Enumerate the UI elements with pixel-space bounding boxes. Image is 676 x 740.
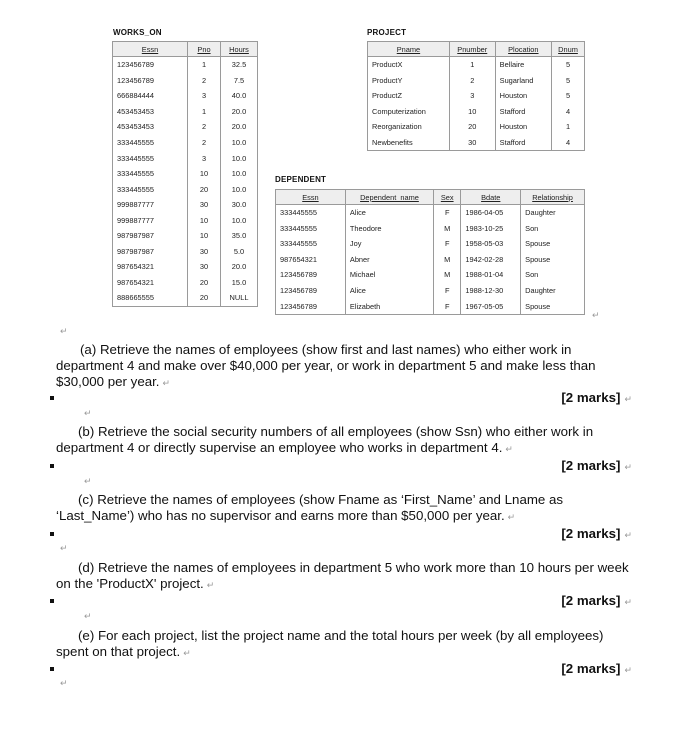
table-cell: 4 — [552, 135, 585, 151]
project-row — [368, 88, 585, 104]
works-on-row — [113, 104, 258, 120]
question-b — [56, 424, 636, 457]
table-cell: Sugarland — [495, 73, 551, 89]
dependent-row — [276, 267, 585, 283]
table-cell: 999887777 — [113, 212, 188, 228]
table-cell: 10.0 — [221, 181, 258, 197]
table-cell: 2 — [188, 119, 221, 135]
works-on-row — [113, 228, 258, 244]
marks-text: [2 marks] — [561, 458, 621, 473]
works-on-row — [113, 244, 258, 260]
table-cell: 10 — [188, 212, 221, 228]
table-cell: 1942-02-28 — [461, 252, 521, 268]
question-e — [56, 628, 636, 661]
table-cell: 123456789 — [276, 283, 346, 299]
paragraph-mark: ↵ — [183, 648, 191, 658]
works-on-row — [113, 150, 258, 166]
marks-text: [2 marks] — [561, 390, 621, 405]
dependent-row — [276, 252, 585, 268]
table-cell: 10 — [449, 104, 495, 120]
table-cell: 2 — [449, 73, 495, 89]
question-text: (c) Retrieve the names of employees (show Fname as ‘First_Name’ and Lname as ‘Last_Name’) who has no supervisor and earns more than $50,000 per year. — [56, 492, 564, 523]
paragraph-mark: ↵ — [624, 394, 632, 404]
table-cell: 1 — [552, 119, 585, 135]
table-cell: 10.0 — [221, 150, 258, 166]
table-cell: Michael — [345, 267, 433, 283]
table-cell: NULL — [221, 290, 258, 306]
table-cell: 20 — [449, 119, 495, 135]
table-cell: Stafford — [495, 135, 551, 151]
table-cell: 888665555 — [113, 290, 188, 306]
question-d — [56, 560, 636, 593]
table-cell: Spouse — [521, 298, 585, 314]
project-header-pname: Pname — [368, 42, 450, 57]
works-on-row — [113, 275, 258, 291]
table-cell: Elizabeth — [345, 298, 433, 314]
table-cell: 333445555 — [276, 236, 346, 252]
table-cell: 1958-05-03 — [461, 236, 521, 252]
table-cell: Computerization — [368, 104, 450, 120]
dependent-header-essn: Essn — [276, 190, 346, 205]
table-cell: 10.0 — [221, 212, 258, 228]
bullet — [50, 464, 54, 468]
table-cell: 333445555 — [113, 150, 188, 166]
table-cell: 20 — [188, 181, 221, 197]
table-cell: 333445555 — [113, 166, 188, 182]
table-cell: 1983-10-25 — [461, 221, 521, 237]
table-cell: 123456789 — [113, 57, 188, 73]
table-cell: F — [434, 205, 461, 221]
table-cell: 4 — [552, 104, 585, 120]
paragraph-mark: ↵ — [60, 326, 68, 336]
marks-label — [561, 458, 632, 473]
paragraph-mark: ↵ — [60, 678, 68, 688]
table-cell: Houston — [495, 88, 551, 104]
works-on-row — [113, 197, 258, 213]
table-cell: 333445555 — [276, 205, 346, 221]
table-cell: 20 — [188, 290, 221, 306]
project-header-pnumber: Pnumber — [449, 42, 495, 57]
table-cell: 10.0 — [221, 135, 258, 151]
project-header-plocation: Plocation — [495, 42, 551, 57]
question-text: (a) Retrieve the names of employees (show first and last names) who either work in department 4 and make over $40,000 per year, or work in department 5 and make less than $30,000 per year. — [56, 342, 596, 389]
paragraph-mark: ↵ — [624, 462, 632, 472]
table-cell: F — [434, 298, 461, 314]
works-on-header-essn: Essn — [113, 42, 188, 57]
marks-text: [2 marks] — [561, 526, 621, 541]
table-cell: 30 — [188, 259, 221, 275]
dependent-row — [276, 205, 585, 221]
project-row — [368, 135, 585, 151]
table-cell: Theodore — [345, 221, 433, 237]
table-cell: Son — [521, 221, 585, 237]
paragraph-mark: ↵ — [84, 611, 92, 621]
paragraph-mark: ↵ — [507, 512, 516, 522]
table-cell: 123456789 — [276, 267, 346, 283]
dependent-table — [275, 189, 585, 315]
table-cell: Daughter — [521, 205, 585, 221]
table-cell: 987987987 — [113, 228, 188, 244]
table-cell: Alice — [345, 205, 433, 221]
bullet — [50, 599, 54, 603]
table-cell: 123456789 — [276, 298, 346, 314]
project-header-dnum: Dnum — [552, 42, 585, 57]
bullet — [50, 667, 54, 671]
paragraph-mark: ↵ — [206, 580, 215, 590]
works-on-row — [113, 88, 258, 104]
works-on-row — [113, 181, 258, 197]
table-cell: ProductY — [368, 73, 450, 89]
table-cell: 5 — [552, 57, 585, 73]
paragraph-mark: ↵ — [505, 444, 513, 454]
table-cell: 3 — [188, 150, 221, 166]
question-text: (e) For each project, list the project name and the total hours per week (by all employees) spent on that project. — [56, 628, 604, 659]
table-cell: 987987987 — [113, 244, 188, 260]
table-cell: 1967-05-05 — [461, 298, 521, 314]
table-cell: 20 — [188, 275, 221, 291]
table-cell: 987654321 — [276, 252, 346, 268]
table-cell: 30 — [188, 244, 221, 260]
table-cell: 5 — [552, 73, 585, 89]
table-cell: 1 — [449, 57, 495, 73]
works-on-row — [113, 73, 258, 89]
table-cell: Son — [521, 267, 585, 283]
question-text: (d) Retrieve the names of employees in department 5 who work more than 10 hours per week on the 'ProductX' project. — [56, 560, 629, 591]
dependent-row — [276, 236, 585, 252]
table-cell: 666884444 — [113, 88, 188, 104]
project-row — [368, 104, 585, 120]
table-cell: Bellaire — [495, 57, 551, 73]
works-on-title: WORKS_ON — [113, 28, 162, 37]
table-cell: 1988-01-04 — [461, 267, 521, 283]
table-cell: 30 — [449, 135, 495, 151]
dependent-row — [276, 283, 585, 299]
table-cell: ProductX — [368, 57, 450, 73]
paragraph-mark: ↵ — [162, 378, 171, 388]
table-cell: 453453453 — [113, 104, 188, 120]
dependent-header-relationship: Relationship — [521, 190, 585, 205]
dependent-row — [276, 221, 585, 237]
table-cell: 40.0 — [221, 88, 258, 104]
project-title: PROJECT — [367, 28, 407, 37]
marks-text: [2 marks] — [561, 661, 621, 676]
works-on-row — [113, 212, 258, 228]
paragraph-mark: ↵ — [592, 310, 600, 320]
works-on-header-pno: Pno — [188, 42, 221, 57]
table-cell: 1 — [188, 104, 221, 120]
dependent-header-name: Dependent_name — [345, 190, 433, 205]
table-cell: 987654321 — [113, 259, 188, 275]
works-on-row — [113, 57, 258, 73]
table-cell: Stafford — [495, 104, 551, 120]
table-cell: 2 — [188, 73, 221, 89]
marks-label — [561, 390, 632, 405]
table-cell: 333445555 — [113, 135, 188, 151]
table-cell: 10 — [188, 166, 221, 182]
table-cell: 987654321 — [113, 275, 188, 291]
table-cell: F — [434, 236, 461, 252]
table-cell: 333445555 — [276, 221, 346, 237]
marks-label — [561, 593, 632, 608]
table-cell: 30.0 — [221, 197, 258, 213]
table-cell: 32.5 — [221, 57, 258, 73]
table-cell: 3 — [188, 88, 221, 104]
project-table — [367, 41, 585, 151]
table-cell: 5 — [552, 88, 585, 104]
table-cell: 1986-04-05 — [461, 205, 521, 221]
bullet — [50, 532, 54, 536]
table-cell: F — [434, 283, 461, 299]
works-on-row — [113, 119, 258, 135]
table-cell: Reorganization — [368, 119, 450, 135]
table-cell: M — [434, 267, 461, 283]
table-cell: Spouse — [521, 252, 585, 268]
table-cell: 999887777 — [113, 197, 188, 213]
table-cell: Joy — [345, 236, 433, 252]
works-on-row — [113, 259, 258, 275]
project-row — [368, 57, 585, 73]
table-cell: 5.0 — [221, 244, 258, 260]
works-on-row — [113, 135, 258, 151]
paragraph-mark: ↵ — [84, 476, 92, 486]
table-cell: 1988-12-30 — [461, 283, 521, 299]
table-cell: 20.0 — [221, 259, 258, 275]
paragraph-mark: ↵ — [624, 665, 632, 675]
table-cell: 20.0 — [221, 104, 258, 120]
table-cell: 7.5 — [221, 73, 258, 89]
paragraph-mark: ↵ — [624, 530, 632, 540]
marks-label — [561, 661, 632, 676]
works-on-row — [113, 166, 258, 182]
table-cell: 333445555 — [113, 181, 188, 197]
table-cell: Houston — [495, 119, 551, 135]
bullet — [50, 396, 54, 400]
paragraph-mark: ↵ — [624, 597, 632, 607]
table-cell: Spouse — [521, 236, 585, 252]
table-cell: 30 — [188, 197, 221, 213]
table-cell: Newbenefits — [368, 135, 450, 151]
table-cell: ProductZ — [368, 88, 450, 104]
table-cell: 35.0 — [221, 228, 258, 244]
dependent-header-bdate: Bdate — [461, 190, 521, 205]
table-cell: 20.0 — [221, 119, 258, 135]
table-cell: 453453453 — [113, 119, 188, 135]
table-cell: 15.0 — [221, 275, 258, 291]
table-cell: 10.0 — [221, 166, 258, 182]
question-a — [56, 342, 636, 391]
dependent-row — [276, 298, 585, 314]
works-on-header-hours: Hours — [221, 42, 258, 57]
table-cell: 3 — [449, 88, 495, 104]
table-cell: Abner — [345, 252, 433, 268]
table-cell: 1 — [188, 57, 221, 73]
question-text: (b) Retrieve the social security numbers of all employees (show Ssn) who either work in department 4 or directly supervise an employee who works in department 4. — [56, 424, 594, 455]
table-cell: Alice — [345, 283, 433, 299]
table-cell: M — [434, 221, 461, 237]
works-on-table — [112, 41, 258, 307]
paragraph-mark: ↵ — [84, 408, 92, 418]
project-row — [368, 73, 585, 89]
table-cell: Daughter — [521, 283, 585, 299]
question-c — [56, 492, 636, 525]
table-cell: 123456789 — [113, 73, 188, 89]
table-cell: M — [434, 252, 461, 268]
works-on-row — [113, 290, 258, 306]
project-row — [368, 119, 585, 135]
dependent-title: DEPENDENT — [275, 175, 327, 184]
paragraph-mark: ↵ — [60, 543, 68, 553]
dependent-header-sex: Sex — [434, 190, 461, 205]
table-cell: 10 — [188, 228, 221, 244]
marks-label — [561, 526, 632, 541]
table-cell: 2 — [188, 135, 221, 151]
marks-text: [2 marks] — [561, 593, 621, 608]
